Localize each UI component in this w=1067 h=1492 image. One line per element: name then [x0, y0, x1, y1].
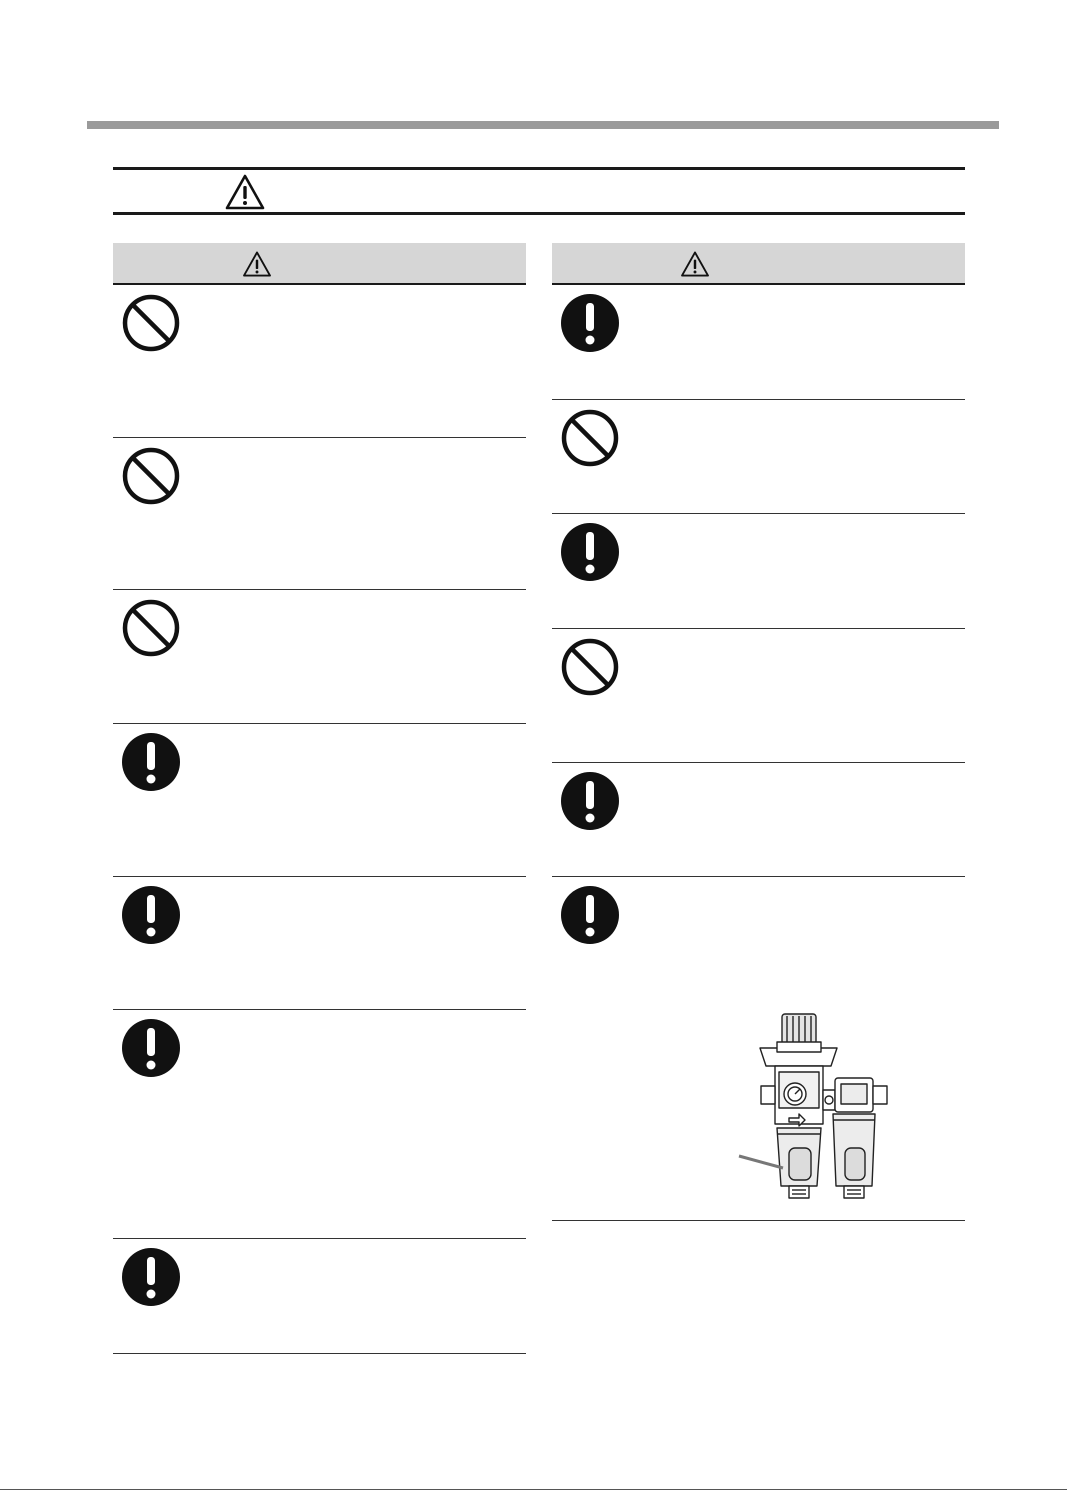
right-item-3 — [552, 514, 965, 629]
prohibited-icon — [560, 637, 620, 697]
right-item-5 — [552, 763, 965, 877]
warning-triangle-icon — [225, 174, 265, 210]
warning-banner — [113, 167, 965, 215]
left-item-1 — [113, 285, 526, 438]
prohibited-icon — [121, 446, 181, 506]
left-item-7 — [113, 1239, 526, 1354]
left-item-6 — [113, 1010, 526, 1239]
left-item-4 — [113, 724, 526, 877]
top-rule — [87, 121, 999, 129]
air-filter-regulator-illustration — [727, 1008, 907, 1208]
right-column-header — [552, 243, 965, 285]
left-item-5 — [113, 877, 526, 1010]
right-item-1 — [552, 285, 965, 400]
warning-triangle-icon — [680, 251, 710, 277]
prohibited-icon — [121, 293, 181, 353]
right-item-2 — [552, 400, 965, 514]
mandatory-icon — [121, 1018, 181, 1078]
mandatory-icon — [121, 885, 181, 945]
warning-triangle-icon — [242, 251, 272, 277]
prohibited-icon — [121, 598, 181, 658]
mandatory-icon — [560, 293, 620, 353]
left-column-header — [113, 243, 526, 285]
mandatory-icon — [560, 522, 620, 582]
mandatory-icon — [560, 885, 620, 945]
right-item-4 — [552, 629, 965, 763]
bottom-rule — [0, 1489, 1067, 1490]
left-item-2 — [113, 438, 526, 590]
mandatory-icon — [121, 732, 181, 792]
prohibited-icon — [560, 408, 620, 468]
mandatory-icon — [560, 771, 620, 831]
left-item-3 — [113, 590, 526, 724]
mandatory-icon — [121, 1247, 181, 1307]
